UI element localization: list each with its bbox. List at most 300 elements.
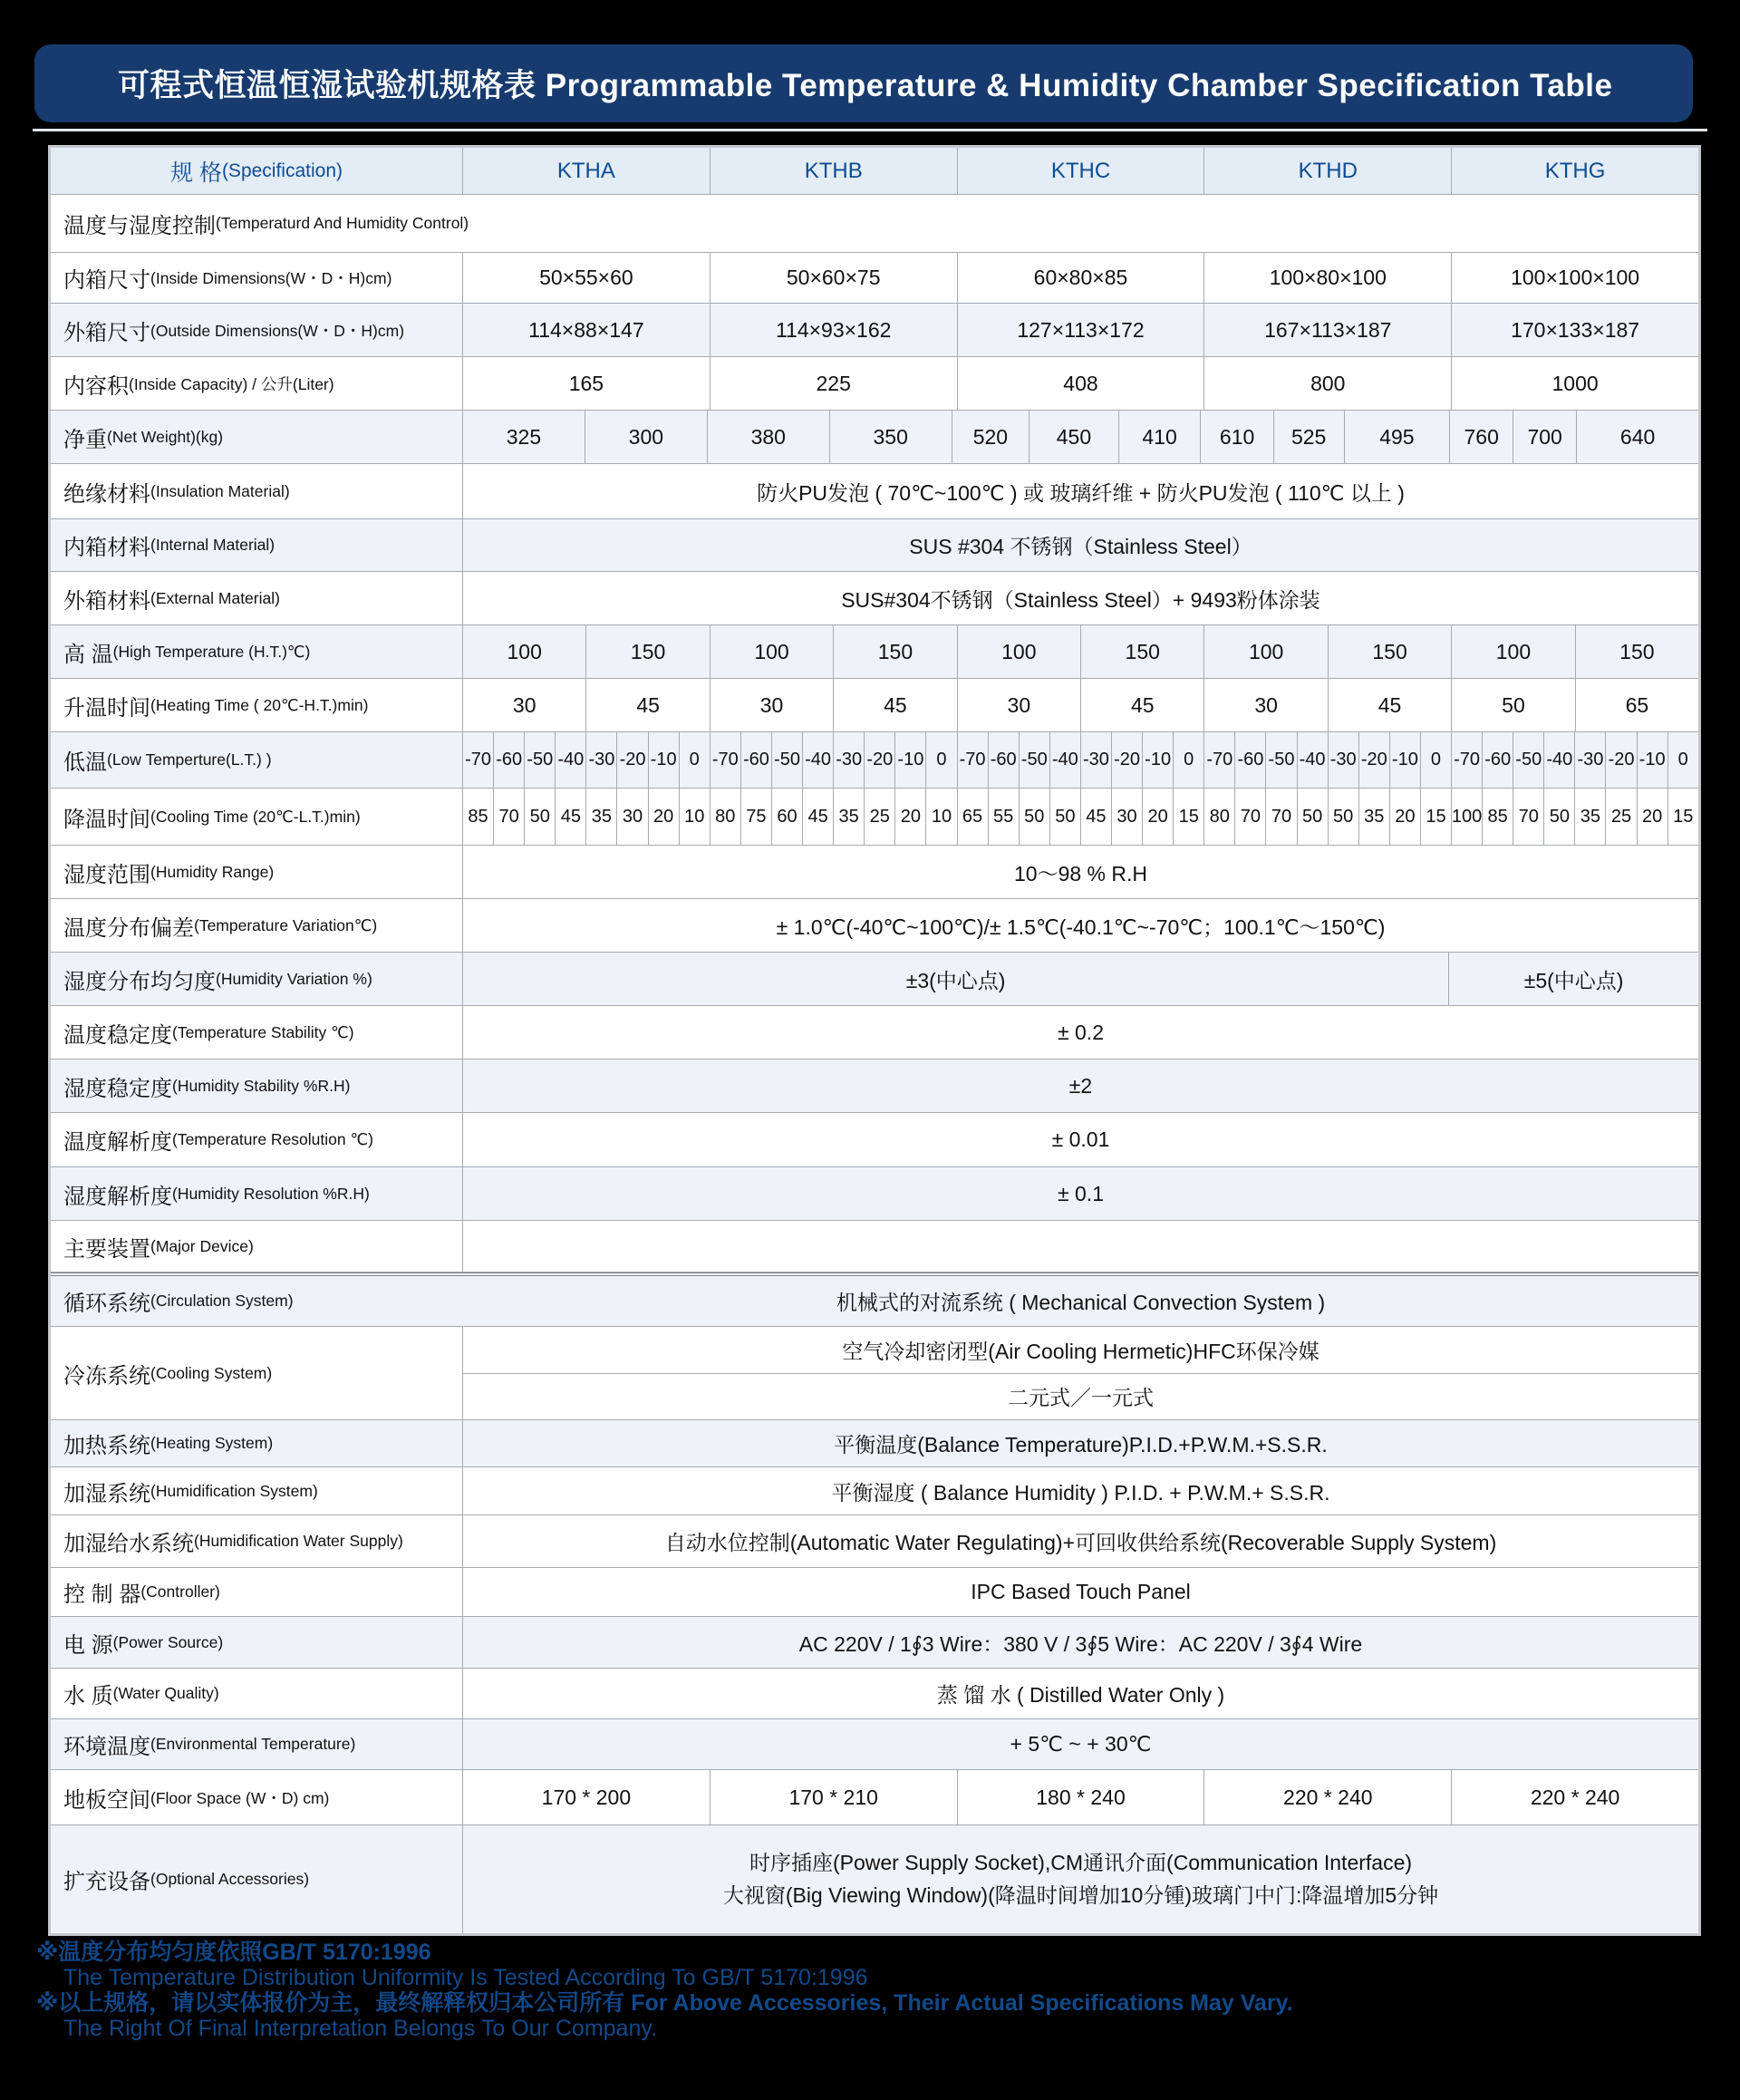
label-en-humidity-resolution: (Humidity Resolution %R.H)	[172, 1184, 370, 1203]
label-zh-inside-capacity: 内容积	[63, 373, 129, 399]
cell-humidity-variation-1: ±5(中心点)	[1523, 968, 1624, 992]
footnote-4: The Right Of Final Interpretation Belongs To Our Company.	[63, 2016, 657, 2041]
cell-outside-dimensions-3: 167×113×187	[1204, 304, 1452, 356]
row-power-source	[51, 1617, 1698, 1669]
cell-net-weight-7: 610	[1201, 411, 1273, 463]
cell-low-temperature-34: -50	[1513, 732, 1544, 788]
cell-low-temperature-2: -50	[525, 732, 556, 788]
label-internal-material	[51, 519, 463, 571]
value-humidification-water-supply: 自动水位控制(Automatic Water Regulating)+可回收供给系统(Recoverable Supply System)	[664, 1531, 1497, 1554]
cell-cooling-time-13: 25	[865, 789, 895, 845]
cell-cooling-time-4: 35	[586, 789, 617, 845]
label-inside-dimensions	[51, 253, 463, 303]
values-temperature-variation	[463, 899, 1698, 952]
cell-cooling-time-6: 20	[649, 789, 680, 845]
label-cooling-time	[51, 789, 463, 845]
cell-low-temperature-25: -60	[1235, 732, 1266, 788]
row-circulation-system	[51, 1273, 1698, 1327]
label-en-inside-capacity: (Inside Capacity) / 公升(Liter)	[129, 374, 334, 393]
cell-cooling-time-31: 15	[1421, 789, 1452, 845]
values-optional-accessories	[463, 1825, 1698, 1933]
label-external-material	[51, 572, 463, 624]
model-header-cells	[463, 148, 1698, 194]
label-en-major-device: (Major Device)	[150, 1236, 254, 1255]
label-zh-humidification-water-supply: 加湿给水系统	[63, 1532, 194, 1556]
cell-cooling-time-34: 70	[1513, 789, 1544, 845]
cell-cooling-time-10: 60	[772, 789, 803, 845]
value-humidity-stability: ±2	[1068, 1073, 1093, 1098]
values-environmental-temperature	[463, 1719, 1698, 1769]
label-en-temperature-stability: (Temperature Stability ℃)	[172, 1022, 354, 1041]
values-heating-system	[463, 1420, 1698, 1466]
cell-cooling-time-21: 30	[1112, 789, 1143, 845]
cell-low-temperature-36: -30	[1575, 732, 1606, 788]
label-temperature-resolution	[51, 1113, 463, 1166]
label-optional-accessories	[51, 1825, 463, 1933]
values-controller	[463, 1568, 1698, 1616]
cell-cooling-time-17: 55	[989, 789, 1020, 845]
label-en-insulation-material: (Insulation Material)	[150, 481, 290, 500]
label-heating-time	[51, 679, 463, 731]
label-en-humidity-stability: (Humidity Stability %R.H)	[172, 1076, 351, 1095]
value-optional-accessories	[463, 1825, 1698, 1933]
values-temperature-resolution	[463, 1113, 1698, 1166]
row-environmental-temperature	[51, 1719, 1698, 1770]
cell-outside-dimensions-4: 170×133×187	[1511, 317, 1640, 342]
label-en-high-temperature: (High Temperature (H.T.)℃)	[112, 642, 311, 661]
label-en-humidity-variation: (Humidity Variation %)	[216, 969, 372, 988]
label-major-device	[51, 1221, 463, 1272]
cell-high-temperature-8: 100	[1452, 625, 1575, 678]
row-internal-material	[51, 519, 1698, 572]
label-humidity-resolution	[51, 1167, 463, 1220]
cell-cooling-time-24: 80	[1204, 789, 1235, 845]
label-en-internal-material: (Internal Material)	[150, 536, 276, 554]
model-header-ktha: KTHA	[463, 148, 710, 194]
cell-low-temperature-37: -20	[1606, 732, 1637, 788]
cell-cooling-time-33: 85	[1483, 789, 1513, 845]
row-optional-accessories	[51, 1825, 1698, 1933]
cell-net-weight-10: 760	[1450, 411, 1513, 463]
value-heating-system: 平衡温度(Balance Temperature)P.I.D.+P.W.M.+S.S.R.	[834, 1433, 1328, 1456]
label-en-temperature-resolution: (Temperature Resolution ℃)	[172, 1130, 373, 1148]
label-zh-humidity-variation: 湿度分布均匀度	[63, 969, 216, 994]
cell-heating-time-0: 30	[463, 679, 586, 731]
label-zh-humidity-range: 湿度范围	[63, 862, 150, 887]
cell-low-temperature-39: 0	[1677, 750, 1688, 769]
label-low-temperature	[51, 732, 463, 788]
cell-heating-time-3: 45	[834, 679, 957, 731]
label-zh-circulation-system: 循环系统	[63, 1292, 150, 1316]
cell-net-weight-9: 495	[1345, 411, 1451, 463]
row-inside-capacity	[51, 357, 1698, 411]
label-en-humidity-range: (Humidity Range)	[150, 862, 275, 881]
cell-inside-capacity-1: 225	[710, 357, 958, 410]
row-humidity-variation	[51, 953, 1698, 1006]
label-zh-temperature-stability: 温度稳定度	[63, 1022, 172, 1048]
values-inside-dimensions	[463, 253, 1698, 303]
cell-cooling-time-19: 50	[1050, 789, 1081, 845]
label-circulation-system	[51, 1276, 463, 1326]
value-environmental-temperature: + 5℃ ~ + 30℃	[1010, 1732, 1152, 1756]
row-cooling-time	[51, 789, 1698, 846]
model-header-kthd: KTHD	[1204, 148, 1452, 194]
value-temperature-variation: ± 1.0℃(-40℃~100℃)/± 1.5℃(-40.1℃~-70℃；100.1℃～150℃)	[776, 915, 1386, 939]
spec-header-label-en: (Specification)	[221, 160, 343, 181]
cell-cooling-time-27: 50	[1298, 789, 1329, 845]
label-power-source	[51, 1617, 463, 1668]
cell-net-weight-1: 300	[585, 411, 708, 463]
row-controller	[51, 1568, 1698, 1617]
cell-low-temperature-31: 0	[1421, 732, 1452, 788]
value-cooling-system-0: 空气冷却密闭型(Air Cooling Hermetic)HFC环保冷媒	[463, 1327, 1698, 1374]
spec-header-label-zh: 规 格	[169, 160, 222, 186]
row-inside-dimensions	[51, 253, 1698, 304]
cell-low-temperature-10: -50	[772, 732, 803, 788]
cell-low-temperature-23: 0	[1174, 732, 1204, 788]
cell-low-temperature-33: -60	[1483, 732, 1513, 788]
cell-low-temperature-29: -20	[1359, 732, 1390, 788]
cell-low-temperature-7: 0	[680, 732, 710, 788]
label-en-environmental-temperature: (Environmental Temperature)	[150, 1735, 356, 1753]
values-major-device	[463, 1221, 1698, 1272]
values-humidification-water-supply	[463, 1515, 1698, 1567]
label-temperature-variation	[51, 899, 463, 952]
row-cooling-system	[51, 1327, 1698, 1420]
label-zh-humidification-system: 加湿系统	[63, 1481, 150, 1506]
value-external-material: SUS#304不锈钢（Stainless Steel）+ 9493粉体涂装	[841, 587, 1320, 612]
cell-cooling-time-3: 45	[556, 789, 586, 845]
values-inside-capacity	[463, 357, 1698, 410]
cell-cooling-time-37: 25	[1606, 789, 1637, 845]
label-zh-temperature-resolution: 温度解析度	[63, 1130, 172, 1155]
cell-high-temperature-9: 150	[1619, 639, 1655, 663]
values-low-temperature	[463, 732, 1698, 788]
cell-high-temperature-6: 100	[1204, 625, 1328, 678]
cell-low-temperature-30: -10	[1390, 732, 1421, 788]
cell-cooling-time-25: 70	[1235, 789, 1266, 845]
label-zh-humidity-resolution: 湿度解析度	[63, 1184, 172, 1209]
value-line-0: 时序插座(Power Supply Socket),CM通讯介面(Communication Interface)	[749, 1850, 1413, 1874]
cell-low-temperature-21: -20	[1112, 732, 1143, 788]
spec-table	[48, 145, 1701, 1936]
cell-low-temperature-38: -10	[1638, 732, 1668, 788]
cell-low-temperature-6: -10	[649, 732, 680, 788]
row-temperature-variation	[51, 899, 1698, 953]
label-zh-inside-dimensions: 内箱尺寸	[63, 268, 150, 293]
values-humidity-resolution	[463, 1167, 1698, 1220]
label-cooling-system	[51, 1327, 463, 1419]
row-high-temperature	[51, 625, 1698, 679]
label-zh-internal-material: 内箱材料	[63, 536, 150, 560]
label-zh-external-material: 外箱材料	[63, 588, 150, 614]
cell-floor-space-2: 180 * 240	[958, 1770, 1205, 1824]
footnote-1: ※温度分布均匀度依照GB/T 5170:1996	[36, 1940, 431, 1965]
cell-inside-capacity-4: 1000	[1552, 371, 1599, 395]
value-circulation-system: 机械式的对流系统 ( Mechanical Convection System )	[836, 1291, 1326, 1314]
label-zh-cooling-time: 降温时间	[63, 807, 150, 832]
label-en-controller: (Controller)	[140, 1582, 220, 1601]
cell-high-temperature-7: 150	[1329, 625, 1452, 678]
values-heating-time	[463, 679, 1698, 731]
cell-cooling-time-11: 45	[803, 789, 834, 845]
label-zh-temperature-variation: 温度分布偏差	[63, 915, 194, 941]
label-outside-dimensions	[51, 304, 463, 356]
cell-low-temperature-15: 0	[926, 732, 957, 788]
label-water-quality	[51, 1669, 463, 1718]
model-header-kthc: KTHC	[958, 148, 1205, 194]
label-zh-environmental-temperature: 环境温度	[63, 1735, 150, 1759]
title-bar	[34, 44, 1693, 122]
spec-header-cell	[51, 148, 463, 194]
cell-low-temperature-20: -30	[1081, 732, 1112, 788]
cell-low-temperature-12: -30	[834, 732, 865, 788]
cell-inside-dimensions-1: 50×60×75	[710, 253, 958, 303]
cell-outside-dimensions-0: 114×88×147	[463, 304, 710, 356]
label-humidity-range	[51, 846, 463, 898]
cell-cooling-time-26: 70	[1266, 789, 1297, 845]
row-floor-space	[51, 1770, 1698, 1825]
values-power-source	[463, 1617, 1698, 1668]
label-humidity-stability	[51, 1060, 463, 1112]
cell-net-weight-5: 450	[1030, 411, 1119, 463]
label-zh-section-temp-humidity-control: 温度与湿度控制	[63, 214, 216, 238]
label-zh-major-device: 主要装置	[63, 1236, 150, 1262]
label-high-temperature	[51, 625, 463, 678]
cell-outside-dimensions-1: 114×93×162	[710, 304, 958, 356]
values-external-material	[463, 572, 1698, 624]
cell-cooling-time-0: 85	[463, 789, 494, 845]
row-heating-system	[51, 1420, 1698, 1467]
label-en-optional-accessories: (Optional Accessories)	[150, 1870, 310, 1888]
cell-inside-dimensions-2: 60×80×85	[958, 253, 1205, 303]
cell-inside-dimensions-0: 50×55×60	[463, 253, 710, 303]
values-floor-space	[463, 1770, 1698, 1824]
cell-cooling-time-22: 20	[1143, 789, 1174, 845]
values-humidification-system	[463, 1467, 1698, 1515]
cell-low-temperature-14: -10	[895, 732, 926, 788]
value-power-source: AC 220V / 1∮3 Wire：380 V / 3∮5 Wire：AC 220V / 3∮4 Wire	[798, 1631, 1363, 1656]
cell-low-temperature-4: -30	[586, 732, 617, 788]
label-humidification-system	[51, 1467, 463, 1515]
label-insulation-material	[51, 464, 463, 518]
label-zh-cooling-system: 冷冻系统	[63, 1363, 150, 1389]
value-internal-material: SUS #304 不锈钢（Stainless Steel）	[909, 535, 1252, 558]
label-en-heating-system: (Heating System)	[150, 1434, 274, 1452]
label-en-net-weight: (Net Weight)(kg)	[107, 427, 224, 446]
label-en-floor-space: (Floor Space (W・D) cm)	[150, 1788, 330, 1807]
cell-low-temperature-19: -40	[1050, 732, 1081, 788]
value-insulation-material: 防火PU发泡 ( 70℃~100℃ ) 或 玻璃纤维 + 防火PU发泡 ( 110℃ 以上 )	[757, 480, 1405, 505]
cell-high-temperature-4: 100	[958, 625, 1081, 678]
values-circulation-system	[463, 1276, 1698, 1326]
cell-net-weight-4: 520	[952, 411, 1030, 463]
row-temperature-resolution	[51, 1113, 1698, 1167]
row-humidification-system	[51, 1467, 1698, 1515]
cell-heating-time-2: 30	[710, 679, 834, 731]
value-major-device	[463, 1221, 1698, 1272]
cell-low-temperature-17: -60	[989, 732, 1020, 788]
label-en-inside-dimensions: (Inside Dimensions(W・D・H)cm)	[150, 269, 392, 287]
row-low-temperature	[51, 732, 1698, 789]
value-water-quality: 蒸 馏 水 ( Distilled Water Only )	[936, 1683, 1225, 1707]
label-en-water-quality: (Water Quality)	[112, 1684, 219, 1702]
cell-low-temperature-32: -70	[1452, 732, 1483, 788]
values-high-temperature	[463, 625, 1698, 678]
values-insulation-material	[463, 464, 1698, 518]
values-net-weight	[463, 411, 1698, 463]
row-humidity-resolution	[51, 1167, 1698, 1221]
label-en-cooling-system: (Cooling System)	[150, 1363, 273, 1382]
label-zh-power-source: 电 源	[63, 1632, 113, 1658]
row-humidity-stability	[51, 1060, 1698, 1113]
row-insulation-material	[51, 464, 1698, 519]
label-inside-capacity	[51, 357, 463, 410]
label-en-cooling-time: (Cooling Time (20℃-L.T.)min)	[150, 807, 361, 826]
cell-low-temperature-3: -40	[556, 732, 586, 788]
cell-cooling-time-35: 50	[1544, 789, 1575, 845]
cell-low-temperature-24: -70	[1204, 732, 1235, 788]
label-zh-low-temperature: 低温	[63, 750, 107, 775]
cell-net-weight-11: 700	[1513, 411, 1577, 463]
cell-low-temperature-0: -70	[463, 732, 494, 788]
row-water-quality	[51, 1669, 1698, 1719]
values-cooling-system	[463, 1327, 1698, 1419]
cell-cooling-time-36: 35	[1575, 789, 1606, 845]
cell-high-temperature-3: 150	[834, 625, 957, 678]
cell-low-temperature-26: -50	[1266, 732, 1297, 788]
cell-heating-time-4: 30	[958, 679, 1081, 731]
cell-cooling-time-28: 50	[1329, 789, 1359, 845]
cell-cooling-time-14: 20	[895, 789, 926, 845]
cell-net-weight-12: 640	[1619, 424, 1656, 449]
label-environmental-temperature	[51, 1719, 463, 1769]
cell-low-temperature-1: -60	[494, 732, 525, 788]
cell-heating-time-6: 30	[1204, 679, 1328, 731]
footnotes	[36, 1940, 1704, 2041]
cell-inside-capacity-0: 165	[463, 357, 710, 410]
cell-cooling-time-7: 10	[680, 789, 710, 845]
cell-net-weight-6: 410	[1119, 411, 1202, 463]
values-internal-material	[463, 519, 1698, 571]
cell-net-weight-8: 525	[1274, 411, 1345, 463]
values-water-quality	[463, 1669, 1698, 1718]
cell-cooling-time-9: 75	[741, 789, 772, 845]
cell-heating-time-7: 45	[1329, 679, 1452, 731]
label-en-humidification-water-supply: (Humidification Water Supply)	[194, 1532, 403, 1550]
row-outside-dimensions	[51, 304, 1698, 357]
value-humidification-system: 平衡湿度 ( Balance Humidity ) P.I.D. + P.W.M.+ S.S.R.	[831, 1480, 1330, 1505]
label-en-humidification-system: (Humidification System)	[150, 1481, 318, 1500]
cell-cooling-time-30: 20	[1390, 789, 1421, 845]
label-en-external-material: (External Material)	[150, 588, 280, 607]
label-zh-net-weight: 净重	[63, 427, 107, 452]
cell-outside-dimensions-2: 127×113×172	[958, 304, 1205, 356]
cell-cooling-time-15: 10	[926, 789, 957, 845]
cell-low-temperature-11: -40	[803, 732, 834, 788]
title-separator-line	[33, 129, 1707, 131]
cell-cooling-time-12: 35	[834, 789, 865, 845]
footnote-3: ※以上规格，请以实体报价为主，最终解释权归本公司所有 For Above Accessories, Their Actual Specifications May Vary.	[36, 1990, 1293, 2016]
cell-cooling-time-20: 45	[1081, 789, 1112, 845]
row-net-weight	[51, 411, 1698, 464]
value-humidity-resolution: ± 0.1	[1058, 1181, 1104, 1205]
cell-cooling-time-39: 15	[1673, 806, 1694, 827]
cell-cooling-time-8: 80	[710, 789, 741, 845]
row-heating-time	[51, 679, 1698, 732]
row-section-temp-humidity-control	[51, 195, 1698, 253]
label-zh-outside-dimensions: 外箱尺寸	[63, 320, 150, 345]
label-zh-floor-space: 地板空间	[63, 1787, 150, 1813]
label-floor-space	[51, 1770, 463, 1824]
cell-inside-dimensions-4: 100×100×100	[1511, 266, 1640, 289]
value-humidity-range: 10～98 % R.H	[1013, 861, 1147, 885]
cell-cooling-time-1: 70	[494, 789, 525, 845]
row-humidification-water-supply	[51, 1515, 1698, 1568]
cell-floor-space-3: 220 * 240	[1204, 1770, 1452, 1824]
cell-low-temperature-22: -10	[1143, 732, 1174, 788]
values-humidity-range	[463, 846, 1698, 898]
label-zh-heating-time: 升温时间	[63, 695, 150, 721]
label-en-outside-dimensions: (Outside Dimensions(W・D・H)cm)	[150, 321, 405, 340]
cell-cooling-time-29: 35	[1359, 789, 1390, 845]
row-humidity-range	[51, 846, 1698, 899]
cell-cooling-time-18: 50	[1020, 789, 1050, 845]
value-line-1: 大视窗(Big Viewing Window)(降温时间增加10分锺)玻璃门中门:降温增加5分钟	[722, 1882, 1439, 1907]
cell-cooling-time-23: 15	[1174, 789, 1204, 845]
model-header-kthb: KTHB	[710, 148, 958, 194]
label-zh-water-quality: 水 质	[63, 1684, 113, 1708]
label-zh-insulation-material: 绝缘材料	[63, 481, 150, 507]
cell-floor-space-1: 170 * 210	[710, 1770, 958, 1824]
value-temperature-resolution: ± 0.01	[1051, 1127, 1110, 1151]
table-header-row	[51, 148, 1698, 195]
label-en-power-source: (Power Source)	[112, 1632, 224, 1651]
cell-low-temperature-13: -20	[865, 732, 895, 788]
value-cooling-system-1: 二元式／一元式	[1008, 1386, 1154, 1410]
label-en-heating-time: (Heating Time ( 20℃-H.T.)min)	[150, 695, 369, 714]
values-cooling-time	[463, 789, 1698, 845]
label-temperature-stability	[51, 1006, 463, 1059]
label-en-circulation-system: (Circulation System)	[150, 1292, 294, 1310]
cell-inside-capacity-3: 800	[1204, 357, 1452, 410]
label-net-weight	[51, 411, 463, 463]
cell-high-temperature-1: 150	[586, 625, 710, 678]
label-humidity-variation	[51, 953, 463, 1005]
model-header-kthg: KTHG	[1544, 158, 1606, 183]
cell-inside-dimensions-3: 100×80×100	[1204, 253, 1452, 303]
cell-high-temperature-5: 150	[1081, 625, 1204, 678]
cell-net-weight-0: 325	[463, 411, 585, 463]
label-controller	[51, 1568, 463, 1616]
cell-net-weight-3: 350	[830, 411, 952, 463]
cell-heating-time-1: 45	[586, 679, 710, 731]
values-outside-dimensions	[463, 304, 1698, 356]
cell-high-temperature-2: 100	[710, 625, 834, 678]
value-temperature-stability: ± 0.2	[1058, 1020, 1104, 1044]
cell-low-temperature-9: -60	[741, 732, 772, 788]
cell-cooling-time-16: 65	[958, 789, 989, 845]
cell-cooling-time-32: 100	[1452, 789, 1483, 845]
cell-inside-capacity-2: 408	[958, 357, 1205, 410]
cell-floor-space-4: 220 * 240	[1530, 1785, 1620, 1809]
cell-heating-time-5: 45	[1081, 679, 1204, 731]
cell-low-temperature-35: -40	[1544, 732, 1575, 788]
footnote-2: The Temperature Distribution Uniformity Is Tested According To GB/T 5170:1996	[63, 1965, 868, 1990]
label-humidification-water-supply	[51, 1515, 463, 1567]
cell-humidity-variation-0: ±3(中心点)	[463, 953, 1449, 1005]
cell-low-temperature-16: -70	[958, 732, 989, 788]
